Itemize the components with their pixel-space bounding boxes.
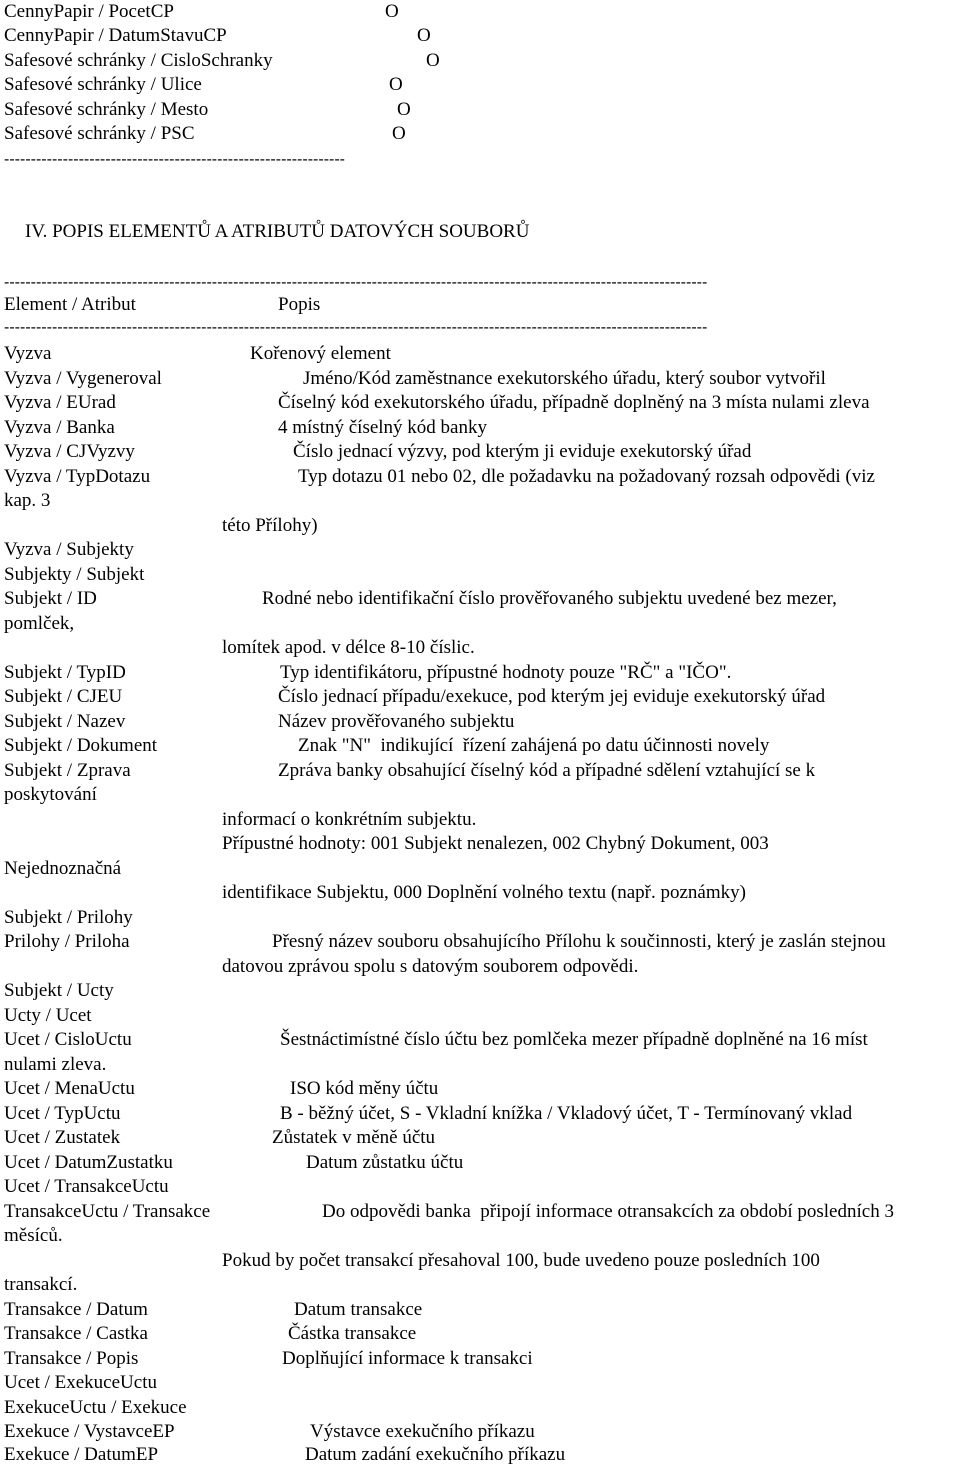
- row-element: měsíců.: [4, 1225, 63, 1246]
- row-description: Šestnáctimístné číslo účtu bez pomlčeka mezer případně doplněné na 16 míst: [280, 1029, 868, 1050]
- row-element: transakcí.: [4, 1274, 78, 1295]
- row-element: kap. 3: [4, 490, 51, 511]
- row-element: Vyzva: [4, 343, 52, 364]
- row-element: Ucet / TypUctu: [4, 1103, 121, 1124]
- top-row-label: Safesové schránky / Mesto: [4, 99, 209, 120]
- row-element: Subjekt / Prilohy: [4, 907, 133, 928]
- row-element: Vyzva / Banka: [4, 417, 115, 438]
- top-row-value: O: [417, 25, 431, 46]
- top-row-label: CennyPapir / PocetCP: [4, 1, 174, 22]
- row-element: TransakceUctu / Transakce: [4, 1201, 211, 1222]
- row-description: Doplňující informace k transakci: [282, 1348, 533, 1369]
- separator-short: ----------------------------------------------------------------: [4, 151, 345, 168]
- row-description: Výstavce exekučního příkazu: [310, 1421, 535, 1442]
- row-description: Typ dotazu 01 nebo 02, dle požadavku na požadovaný rozsah odpovědi (viz: [298, 466, 875, 487]
- row-element: Ucet / TransakceUctu: [4, 1176, 169, 1197]
- row-element: Vyzva / Vygeneroval: [4, 368, 162, 389]
- row-description: Znak "N" indikující řízení zahájená po datu účinnosti novely: [298, 735, 770, 756]
- row-description: Datum transakce: [294, 1299, 423, 1320]
- row-description: Jméno/Kód zaměstnance exekutorského úřadu, který soubor vytvořil: [303, 368, 826, 389]
- row-description: B - běžný účet, S - Vkladní knížka / Vkladový účet, T - Termínovaný vklad: [280, 1103, 853, 1124]
- row-element: Subjekt / ID: [4, 588, 97, 609]
- row-element: Subjekt / Nazev: [4, 711, 126, 732]
- row-description: Do odpovědi banka připojí informace otransakcích za období posledních 3: [322, 1201, 894, 1222]
- row-element: Exekuce / DatumEP: [4, 1444, 159, 1465]
- row-element: Ucty / Ucet: [4, 1005, 92, 1026]
- row-description: Pokud by počet transakcí přesahoval 100, bude uvedeno pouze posledních 100: [222, 1250, 820, 1271]
- row-description: identifikace Subjektu, 000 Doplnění volného textu (např. poznámky): [222, 882, 746, 903]
- row-description: Typ identifikátoru, přípustné hodnoty pouze "RČ" a "IČO".: [280, 662, 732, 683]
- row-element: Ucet / DatumZustatku: [4, 1152, 173, 1173]
- top-row-label: Safesové schránky / Ulice: [4, 74, 202, 95]
- row-description: Název prověřovaného subjektu: [278, 711, 515, 732]
- separator-long: ------------------------------------------------------------------------------------------------------------------------------------: [4, 319, 708, 336]
- row-description: Datum zadání exekučního příkazu: [305, 1444, 566, 1465]
- top-row-value: O: [397, 99, 411, 120]
- row-description: informací o konkrétním subjektu.: [222, 809, 477, 830]
- row-element: Prilohy / Priloha: [4, 931, 130, 952]
- top-row-label: Safesové schránky / PSC: [4, 123, 195, 144]
- row-element: nulami zleva.: [4, 1054, 107, 1075]
- row-element: Vyzva / EUrad: [4, 392, 116, 413]
- row-element: Subjekty / Subjekt: [4, 564, 145, 585]
- row-description: Kořenový element: [250, 343, 391, 364]
- row-element: Ucet / CisloUctu: [4, 1029, 132, 1050]
- top-row-label: Safesové schránky / CisloSchranky: [4, 50, 273, 71]
- section-title: IV. POPIS ELEMENTŮ A ATRIBUTŮ DATOVÝCH SOUBORŮ: [25, 221, 530, 242]
- row-element: Nejednoznačná: [4, 858, 122, 879]
- top-row-value: O: [392, 123, 406, 144]
- top-row-value: O: [389, 74, 403, 95]
- row-description: této Přílohy): [222, 515, 318, 536]
- top-row-value: O: [385, 1, 399, 22]
- row-element: Subjekt / Dokument: [4, 735, 158, 756]
- row-element: Exekuce / VystavceEP: [4, 1421, 175, 1442]
- row-description: lomítek apod. v délce 8-10 číslic.: [222, 637, 475, 658]
- top-row-value: O: [426, 50, 440, 71]
- row-description: Číselný kód exekutorského úřadu, případně doplněný na 3 místa nulami zleva: [278, 392, 870, 413]
- row-description: Číslo jednací výzvy, pod kterým ji eviduje exekutorský úřad: [293, 441, 752, 462]
- row-description: Zpráva banky obsahující číselný kód a případné sdělení vztahující se k: [278, 760, 816, 781]
- row-description: ISO kód měny účtu: [290, 1078, 439, 1099]
- row-element: poskytování: [4, 784, 97, 805]
- header-description: Popis: [278, 294, 321, 315]
- row-element: Transakce / Castka: [4, 1323, 148, 1344]
- top-row-label: CennyPapir / DatumStavuCP: [4, 25, 227, 46]
- row-element: Subjekt / TypID: [4, 662, 126, 683]
- row-description: Datum zůstatku účtu: [306, 1152, 464, 1173]
- row-element: Ucet / ExekuceUctu: [4, 1372, 157, 1393]
- row-element: Subjekt / Zprava: [4, 760, 131, 781]
- row-element: Ucet / Zustatek: [4, 1127, 121, 1148]
- row-element: Subjekt / CJEU: [4, 686, 123, 707]
- header-element-attribute: Element / Atribut: [4, 294, 136, 315]
- row-description: Přesný název souboru obsahujícího Přílohu k součinnosti, který je zaslán stejnou: [272, 931, 886, 952]
- row-description: Číslo jednací případu/exekuce, pod kterým jej eviduje exekutorský úřad: [278, 686, 826, 707]
- row-element: Transakce / Popis: [4, 1348, 139, 1369]
- row-description: 4 místný číselný kód banky: [278, 417, 487, 438]
- separator-long: ------------------------------------------------------------------------------------------------------------------------------------: [4, 274, 708, 291]
- row-element: pomlček,: [4, 613, 75, 634]
- row-element: Ucet / MenaUctu: [4, 1078, 135, 1099]
- row-element: Transakce / Datum: [4, 1299, 148, 1320]
- row-element: Subjekt / Ucty: [4, 980, 114, 1001]
- row-element: Vyzva / TypDotazu: [4, 466, 151, 487]
- row-description: Rodné nebo identifikační číslo prověřovaného subjektu uvedené bez mezer,: [262, 588, 837, 609]
- row-element: ExekuceUctu / Exekuce: [4, 1397, 187, 1418]
- row-element: Vyzva / CJVyzvy: [4, 441, 135, 462]
- row-description: datovou zprávou spolu s datovým souborem odpovědi.: [222, 956, 639, 977]
- row-description: Částka transakce: [288, 1323, 417, 1344]
- row-element: Vyzva / Subjekty: [4, 539, 134, 560]
- row-description: Zůstatek v měně účtu: [272, 1127, 436, 1148]
- row-description: Přípustné hodnoty: 001 Subjekt nenalezen, 002 Chybný Dokument, 003: [222, 833, 769, 854]
